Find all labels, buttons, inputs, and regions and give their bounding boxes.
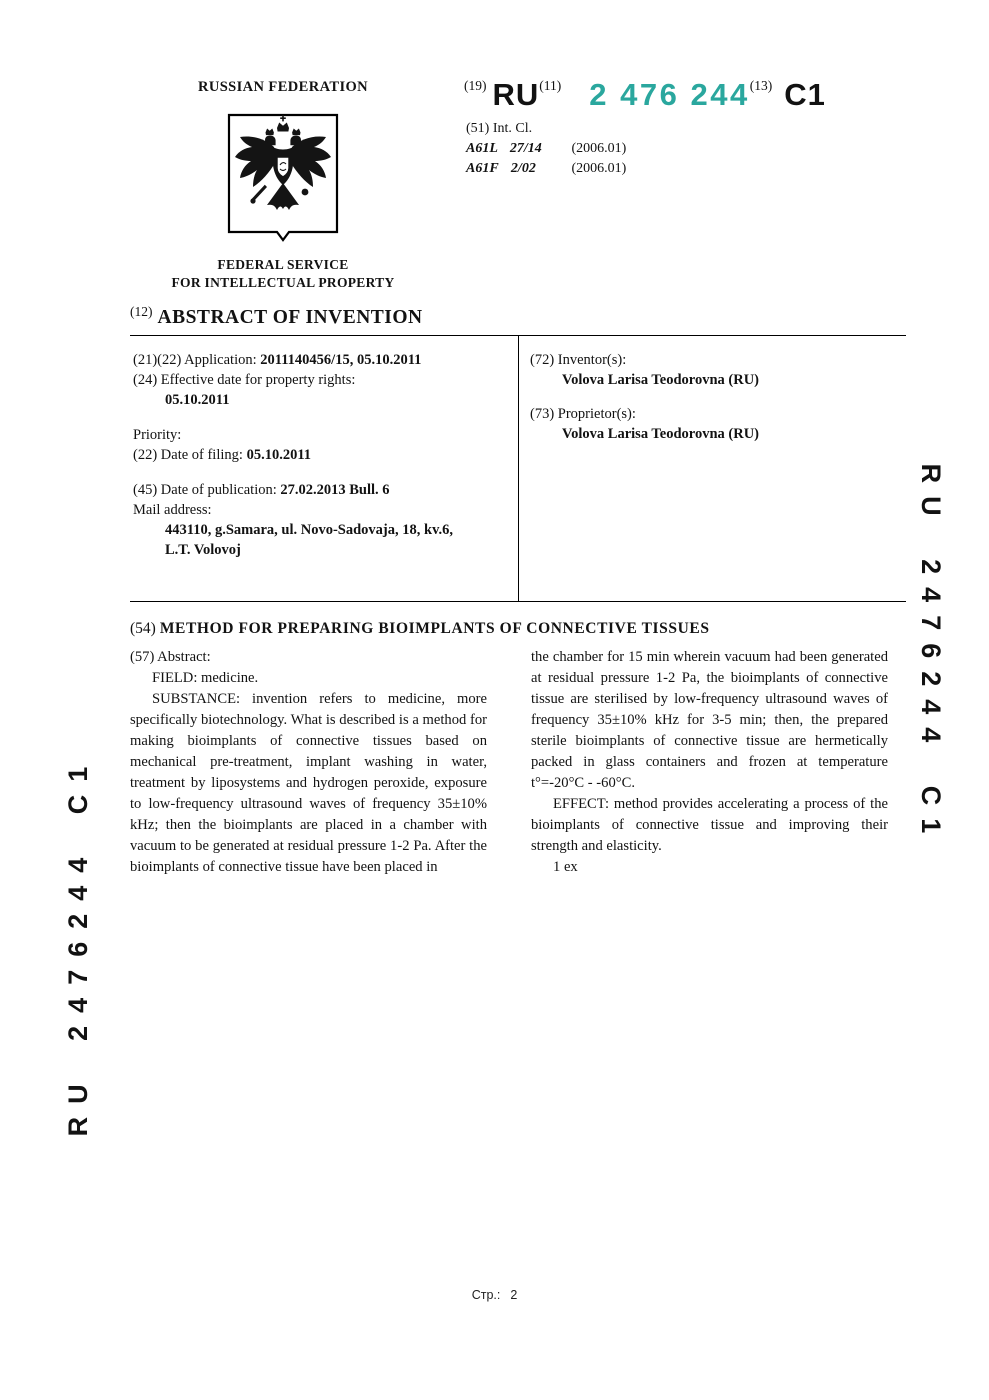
priority-group xyxy=(133,425,511,465)
proprietors-value: Volova Larisa Teodorovna (RU) xyxy=(562,426,759,442)
inventors-label: (72) Inventor(s): xyxy=(530,352,627,368)
column-divider xyxy=(518,335,519,601)
proprietors-label: (73) Proprietor(s): xyxy=(530,406,636,422)
horizontal-rule-bottom xyxy=(130,601,906,602)
abstract-continuation-paragraph: the chamber for 15 min wherein vacuum had been generated at residual pressure 1-2 Pa, the bioimplants of connective tissue are sterilised by low-frequency ultrasound waves of frequency 35±10% kHz for 3-5 min; then, the prepared sterile bioimplants of connective tissue are hermetically packed in glass containers and frozen at temperature t°=-20°C - -60°C. xyxy=(531,649,888,791)
inid-code-11: (11) xyxy=(539,78,562,93)
publication-date-value: 27.02.2013 Bull. 6 xyxy=(280,482,390,498)
invention-title: METHOD FOR PREPARING BIOIMPLANTS OF CONNECTIVE TISSUES xyxy=(159,620,710,637)
abstract-examples-paragraph: 1 ex xyxy=(553,859,578,875)
priority-label: Priority: xyxy=(133,427,182,443)
coat-of-arms-emblem xyxy=(227,113,339,243)
authority-line1: FEDERAL SERVICE xyxy=(217,257,349,272)
int-cl-block xyxy=(466,119,626,179)
mail-address-group xyxy=(133,500,511,560)
application-label: (21)(22) Application: xyxy=(133,352,257,368)
authority-line2: FOR INTELLECTUAL PROPERTY xyxy=(171,275,395,290)
classification-row xyxy=(466,139,626,159)
abstract-substance-paragraph: SUBSTANCE: invention refers to medicine, more specifically biotechnology. What is described is a method for making bioimplants of connective tissues based on mechanical pre-treatment, implant washing in water, treatment by liposystems and hydrogen peroxide, exposure to low-frequency ultrasound waves of frequency 35±10% kHz; then the bioimplants are placed in a chamber with vacuum to be generated at residual pressure 1-2 Pa. After the bioimplants of connective tissue have been placed in xyxy=(130,691,487,875)
inid-code-13: (13) xyxy=(749,78,773,93)
effective-date-label: (24) Effective date for property rights: xyxy=(133,372,356,388)
bibliography-left-column xyxy=(133,350,511,560)
inid-code-19: (19) xyxy=(464,78,487,93)
inid-code-54: (54) xyxy=(130,620,156,637)
inid-code-12: (12) xyxy=(130,304,153,319)
mail-address-line2: L.T. Volovoj xyxy=(165,542,241,558)
country-code: RU xyxy=(492,77,540,112)
invention-title-line xyxy=(130,620,916,638)
application-value: 2011140456/15, 05.10.2011 xyxy=(260,352,422,368)
kind-code: C1 xyxy=(784,77,826,112)
application-line xyxy=(133,350,511,370)
classification-code: A61F 2/02 xyxy=(466,161,536,176)
mail-address-line1: 443110, g.Samara, ul. Novo-Sadovaja, 18, kv.6, xyxy=(165,522,454,538)
abstract-left-column xyxy=(130,647,487,878)
page-footer xyxy=(0,1288,989,1302)
abstract-field-paragraph: FIELD: medicine. xyxy=(152,670,259,686)
abstract-effect-paragraph: EFFECT: method provides accelerating a process of the bioimplants of connective tissue and improving their strength and elasticity. xyxy=(531,796,888,854)
proprietors-group xyxy=(530,404,902,444)
mail-address-label: Mail address: xyxy=(133,502,212,518)
classification-row xyxy=(466,159,626,179)
publication-date-label: (45) Date of publication: xyxy=(133,482,277,498)
document-type-text: ABSTRACT OF INVENTION xyxy=(157,307,423,328)
publication-number: 2 476 244 xyxy=(589,77,750,112)
publication-date-line xyxy=(133,480,511,500)
filing-value: 05.10.2011 xyxy=(246,447,312,463)
int-cl-label: (51) Int. Cl. xyxy=(466,121,533,136)
issuing-authority xyxy=(133,256,433,292)
abstract-label: (57) Abstract: xyxy=(130,649,211,665)
effective-date-group xyxy=(133,370,511,410)
country-name: RUSSIAN FEDERATION xyxy=(197,79,369,95)
double-headed-eagle-icon xyxy=(227,113,339,243)
right-margin-patent-number: RU 2476244 C1 xyxy=(916,463,946,847)
bibliography-right-column xyxy=(530,350,902,444)
classification-version: (2006.01) xyxy=(571,161,627,176)
publication-number-line xyxy=(464,78,826,112)
classification-version: (2006.01) xyxy=(571,141,627,156)
inventors-group xyxy=(530,350,902,390)
filing-label: (22) Date of filing: xyxy=(133,447,243,463)
effective-date-value: 05.10.2011 xyxy=(165,392,230,408)
abstract-right-column xyxy=(531,647,888,878)
classification-code: A61L 27/14 xyxy=(466,141,542,156)
document-type-title xyxy=(130,304,423,329)
inventors-value: Volova Larisa Teodorovna (RU) xyxy=(562,372,759,388)
filing-line xyxy=(133,445,511,465)
left-margin-patent-number: RU 2476244 C1 xyxy=(63,753,93,1137)
page-number: 2 xyxy=(510,1288,518,1302)
page-footer-label: Стр.: xyxy=(471,1288,501,1302)
